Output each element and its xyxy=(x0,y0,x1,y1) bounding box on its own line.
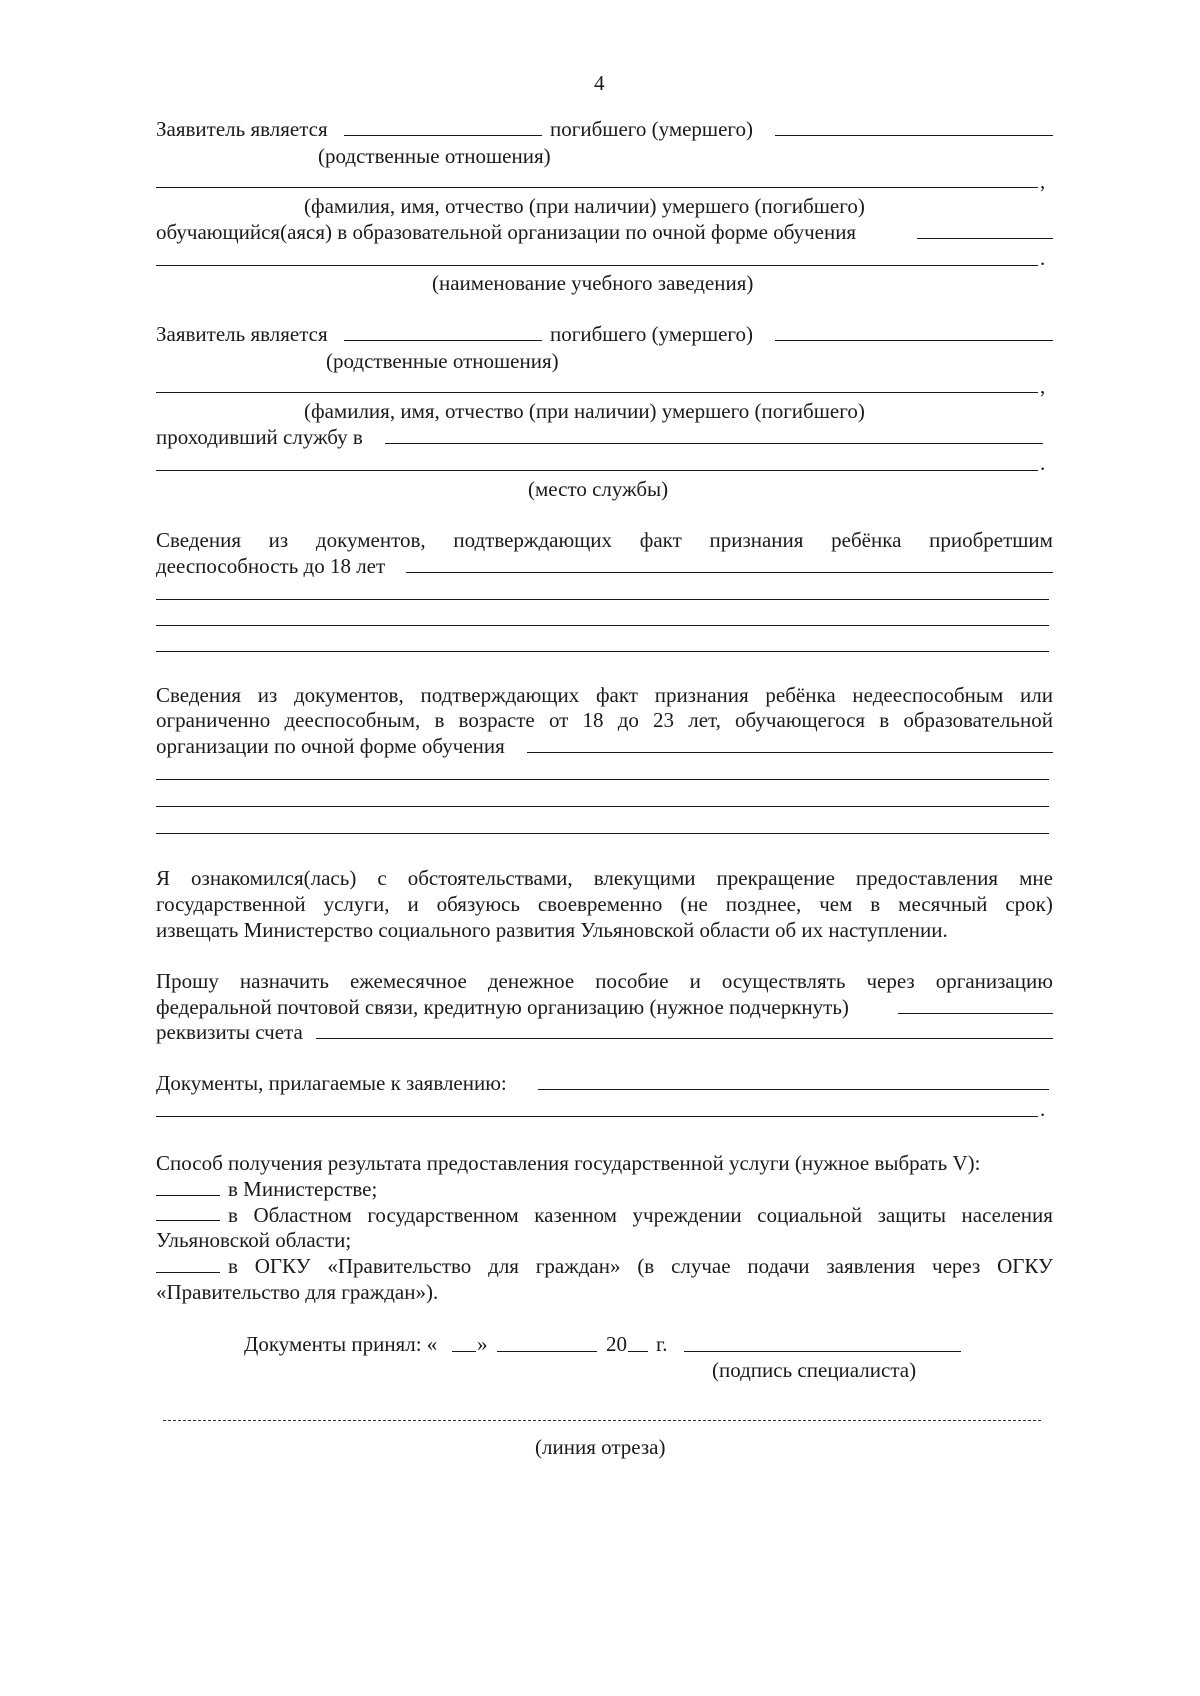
caption-school: (наименование учебного заведения) xyxy=(432,271,754,295)
word: в xyxy=(228,1254,238,1278)
word: мне xyxy=(1019,866,1053,890)
payment-method-field[interactable] xyxy=(898,1013,1053,1014)
comma-2: , xyxy=(1040,374,1046,398)
word: заявления xyxy=(826,1254,916,1278)
word: возрасте xyxy=(458,708,535,732)
word: через xyxy=(866,969,915,993)
word: подтверждающих xyxy=(453,528,613,552)
fio-field-2[interactable] xyxy=(156,392,1038,393)
word: социальной xyxy=(757,1203,863,1227)
word: «Правительство xyxy=(327,1254,472,1278)
accepted-day-field[interactable] xyxy=(452,1351,476,1352)
account-field[interactable] xyxy=(316,1038,1053,1039)
word: (в xyxy=(637,1254,655,1278)
word: организацию xyxy=(935,969,1053,993)
incapacity-line-3: организации по очной форме обучения xyxy=(156,734,505,758)
relation-field-1[interactable] xyxy=(344,135,542,136)
deceased-label-2: погибшего (умершего) xyxy=(550,322,754,346)
capacity-field-line-4[interactable] xyxy=(156,651,1049,652)
word: недееспособным xyxy=(852,683,1004,707)
applicant-is-label-2: Заявитель является xyxy=(156,322,328,346)
accepted-month-field[interactable] xyxy=(497,1351,597,1352)
word: через xyxy=(932,1254,981,1278)
word: в xyxy=(879,708,890,732)
word: защиты xyxy=(877,1203,946,1227)
incapacity-field-line-2[interactable] xyxy=(156,779,1049,780)
comma-1: , xyxy=(1040,169,1046,193)
period-2: . xyxy=(1040,451,1046,475)
accepted-year-prefix: 20 xyxy=(606,1332,627,1356)
option-government xyxy=(228,1256,1053,1277)
word: из xyxy=(257,683,278,707)
word: приобретшим xyxy=(929,528,1053,552)
word: (не xyxy=(680,892,708,916)
word: Сведения xyxy=(156,683,241,707)
option-ministry: в Министерстве; xyxy=(228,1177,378,1201)
accepted-label: Документы принял: « xyxy=(244,1332,438,1356)
word: учреждении xyxy=(632,1203,742,1227)
word: факт xyxy=(639,528,682,552)
word: из xyxy=(268,528,289,552)
option-social-protection-mark[interactable] xyxy=(156,1220,220,1221)
acknowledgement-line-3: извещать Министерство социального развития Ульяновской области об их наступлении. xyxy=(156,918,948,942)
word: дееспособным, xyxy=(284,708,421,732)
word: срок) xyxy=(1005,892,1053,916)
word: 18 xyxy=(582,708,604,732)
word: обстоятельствами, xyxy=(407,866,573,890)
word: в xyxy=(434,708,445,732)
word: 23 xyxy=(653,708,675,732)
word: от xyxy=(548,708,569,732)
fio-field-1[interactable] xyxy=(156,187,1038,188)
word: признания xyxy=(654,683,749,707)
word: чем xyxy=(819,892,853,916)
word: месячный xyxy=(898,892,988,916)
word: документов, xyxy=(294,683,404,707)
applicant-is-label-1: Заявитель является xyxy=(156,117,328,141)
period-1: . xyxy=(1040,246,1046,270)
caption-place: (место службы) xyxy=(528,477,669,501)
word: ежемесячное xyxy=(349,969,467,993)
cut-line xyxy=(163,1420,1041,1421)
word: влекущими xyxy=(593,866,696,890)
word: Сведения xyxy=(156,528,241,552)
option-social-protection-cont: Ульяновской области; xyxy=(156,1228,352,1252)
word: документов, xyxy=(315,528,426,552)
school-field-start[interactable] xyxy=(917,238,1053,239)
word: подтверждающих xyxy=(420,683,580,707)
incapacity-field[interactable] xyxy=(527,752,1053,753)
word: прекращение xyxy=(716,866,835,890)
relation-field-2[interactable] xyxy=(344,340,542,341)
word: ОГКУ xyxy=(997,1254,1053,1278)
word: случае xyxy=(671,1254,731,1278)
capacity-field[interactable] xyxy=(406,572,1053,573)
payment-line-2: федеральной почтовой связи, кредитную организацию (нужное подчеркнуть) xyxy=(156,995,849,1019)
word: назначить xyxy=(239,969,329,993)
incapacity-line-2 xyxy=(156,710,1053,731)
word: денежное xyxy=(487,969,575,993)
word: обязуюсь xyxy=(436,892,520,916)
service-field-start[interactable] xyxy=(385,443,1043,444)
word: для xyxy=(488,1254,519,1278)
option-ministry-mark[interactable] xyxy=(156,1195,220,1196)
option-government-cont: «Правительство для граждан»). xyxy=(156,1280,439,1304)
capacity-line-2: дееспособность до 18 лет xyxy=(156,554,386,578)
word: Областном xyxy=(253,1203,352,1227)
word: в xyxy=(870,892,881,916)
account-label: реквизиты счета xyxy=(156,1020,303,1044)
incapacity-field-line-4[interactable] xyxy=(156,833,1049,834)
caption-relation-2: (родственные отношения) xyxy=(326,349,559,373)
word: позднее, xyxy=(725,892,802,916)
accepted-quote-close: » xyxy=(477,1332,488,1356)
word: услуги, xyxy=(323,892,390,916)
word: своевременно xyxy=(537,892,663,916)
word: казенном xyxy=(534,1203,617,1227)
caption-fio-2: (фамилия, имя, отчество (при наличии) умершего (погибшего) xyxy=(304,399,865,423)
deceased-field-2[interactable] xyxy=(775,340,1053,341)
word: и xyxy=(689,969,701,993)
payment-line-1 xyxy=(156,971,1053,992)
acknowledgement-line-1 xyxy=(156,868,1053,889)
word: государственном xyxy=(367,1203,519,1227)
word: до xyxy=(617,708,639,732)
deceased-label-1: погибшего (умершего) xyxy=(550,117,754,141)
acknowledgement-line-2 xyxy=(156,894,1053,915)
capacity-field-line-2[interactable] xyxy=(156,599,1049,600)
deceased-field-1[interactable] xyxy=(775,135,1053,136)
word: Прошу xyxy=(156,969,219,993)
service-label: проходивший службу в xyxy=(156,425,363,449)
capacity-line-1 xyxy=(156,530,1053,551)
attachments-label: Документы, прилагаемые к заявлению: xyxy=(156,1071,507,1095)
word: или xyxy=(1020,683,1053,707)
page-number: 4 xyxy=(594,71,605,95)
caption-signature: (подпись специалиста) xyxy=(712,1358,917,1382)
cut-line-caption: (линия отреза) xyxy=(535,1435,666,1459)
attachments-field-line-2[interactable] xyxy=(156,1116,1038,1117)
signature-field[interactable] xyxy=(684,1351,961,1352)
word: ознакомился(лась) xyxy=(191,866,357,890)
word: факт xyxy=(595,683,638,707)
option-social-protection xyxy=(228,1205,1053,1226)
word: Я xyxy=(156,866,171,890)
studying-label: обучающийся(аяся) в образовательной организации по очной форме обучения xyxy=(156,220,857,244)
word: признания xyxy=(709,528,804,552)
accepted-year-suffix: г. xyxy=(656,1332,668,1356)
attachments-field[interactable] xyxy=(538,1089,1049,1090)
word: ребёнка xyxy=(831,528,902,552)
option-government-mark[interactable] xyxy=(156,1272,220,1273)
caption-relation-1: (родственные отношения) xyxy=(318,144,551,168)
word: осуществлять xyxy=(721,969,846,993)
word: подачи xyxy=(747,1254,810,1278)
capacity-field-line-3[interactable] xyxy=(156,625,1049,626)
school-field[interactable] xyxy=(156,265,1038,266)
result-method-heading: Способ получения результата предоставления государственной услуги (нужное выбрать V): xyxy=(156,1151,981,1175)
word: в xyxy=(228,1203,238,1227)
word: предоставления xyxy=(855,866,999,890)
word: с xyxy=(377,866,387,890)
attachments-period: . xyxy=(1040,1097,1046,1121)
incapacity-field-line-3[interactable] xyxy=(156,806,1049,807)
incapacity-line-1 xyxy=(156,685,1053,706)
word: образовательной xyxy=(903,708,1053,732)
word: ОГКУ xyxy=(254,1254,311,1278)
service-field[interactable] xyxy=(156,470,1038,471)
word: пособие xyxy=(595,969,669,993)
accepted-year-field[interactable] xyxy=(628,1351,648,1352)
word: государственной xyxy=(156,892,306,916)
word: обучающегося xyxy=(735,708,866,732)
word: граждан» xyxy=(535,1254,621,1278)
word: населения xyxy=(961,1203,1053,1227)
word: ребёнка xyxy=(765,683,836,707)
word: лет, xyxy=(688,708,721,732)
caption-fio-1: (фамилия, имя, отчество (при наличии) умершего (погибшего) xyxy=(304,194,865,218)
word: ограниченно xyxy=(156,708,271,732)
word: и xyxy=(407,892,419,916)
